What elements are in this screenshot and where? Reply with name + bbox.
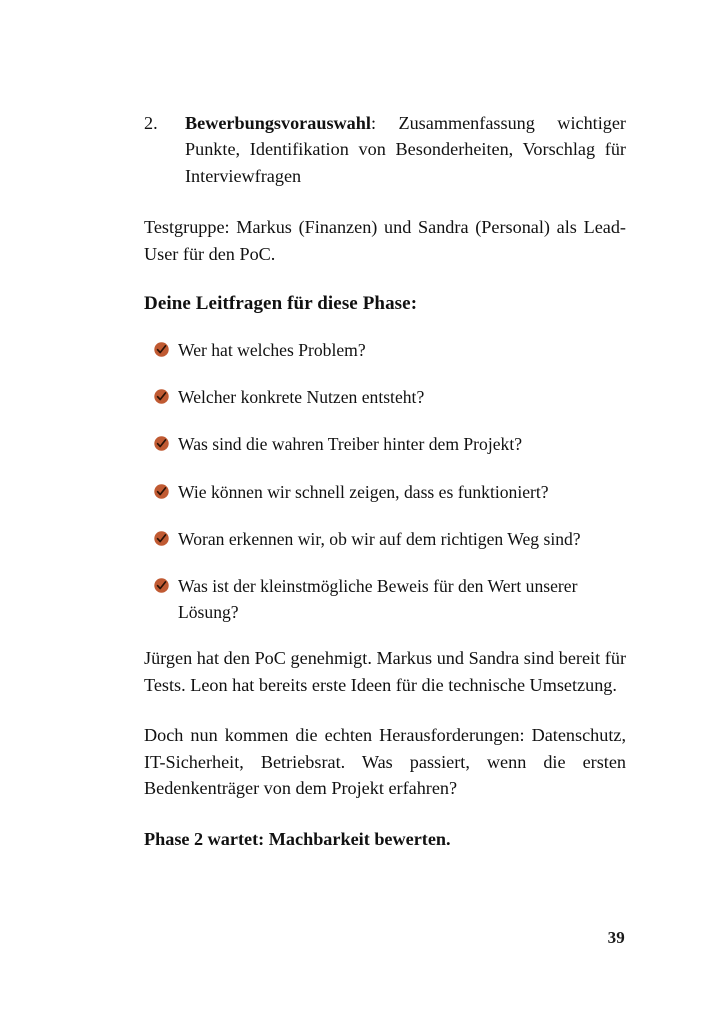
spacer	[144, 625, 626, 645]
check-circle-icon	[154, 531, 169, 546]
list-item-number: 2.	[144, 113, 158, 133]
paragraph-testgruppe: Testgruppe: Markus (Finanzen) und Sandra (Personal) als Lead-User für den PoC.	[144, 217, 626, 264]
list-item-lead-term: Bewerbungsvorauswahl	[185, 113, 371, 133]
list-item	[154, 527, 626, 553]
guiding-questions-list	[144, 338, 626, 625]
numbered-list-item	[144, 110, 626, 189]
page-number: 39	[607, 928, 625, 947]
check-circle-icon	[154, 389, 169, 404]
list-item	[154, 480, 626, 506]
list-item-label: Welcher konkrete Nutzen entsteht?	[178, 387, 425, 408]
list-item-body	[185, 110, 626, 189]
check-circle-icon	[154, 578, 169, 593]
spacer	[144, 802, 626, 826]
list-item-rest-text: : Zusammenfassung wichtiger Punkte, Identifikation von Besonderheiten, Vorschlag für Interviewfragen	[185, 113, 626, 186]
spacer	[144, 267, 626, 291]
list-item-label: Woran erkennen wir, ob wir auf dem richtigen Weg sind?	[178, 528, 581, 549]
spacer	[144, 318, 626, 338]
spacer	[144, 189, 626, 214]
paragraph-closing: Phase 2 wartet: Machbarkeit bewerten.	[144, 828, 451, 849]
list-item	[154, 385, 626, 411]
paragraph-challenges: Doch nun kommen die echten Herausforderungen: Datenschutz, IT-Sicherheit, Betriebsrat. Was passiert, wenn die ersten Bedenkenträger von dem Projekt erfahren?	[144, 725, 626, 799]
check-circle-icon	[154, 436, 169, 451]
list-item	[154, 338, 626, 364]
page-content	[144, 110, 626, 852]
spacer	[144, 698, 626, 722]
paragraph-poc-status: Jürgen hat den PoC genehmigt. Markus und Sandra sind bereit für Tests. Leon hat bereits erste Ideen für die technische Umsetzung.	[144, 648, 626, 695]
list-item-label: Was ist der kleinstmögliche Beweis für den Wert unserer Lösung?	[178, 575, 578, 622]
check-circle-icon	[154, 484, 169, 499]
list-item-label: Was sind die wahren Treiber hinter dem Projekt?	[178, 434, 523, 455]
list-item	[154, 574, 626, 625]
check-circle-icon	[154, 342, 169, 357]
list-item-label: Wie können wir schnell zeigen, dass es funktioniert?	[178, 481, 549, 502]
list-item	[154, 432, 626, 458]
list-item-label: Wer hat welches Problem?	[178, 340, 366, 361]
section-heading: Deine Leitfragen für diese Phase:	[144, 293, 418, 315]
